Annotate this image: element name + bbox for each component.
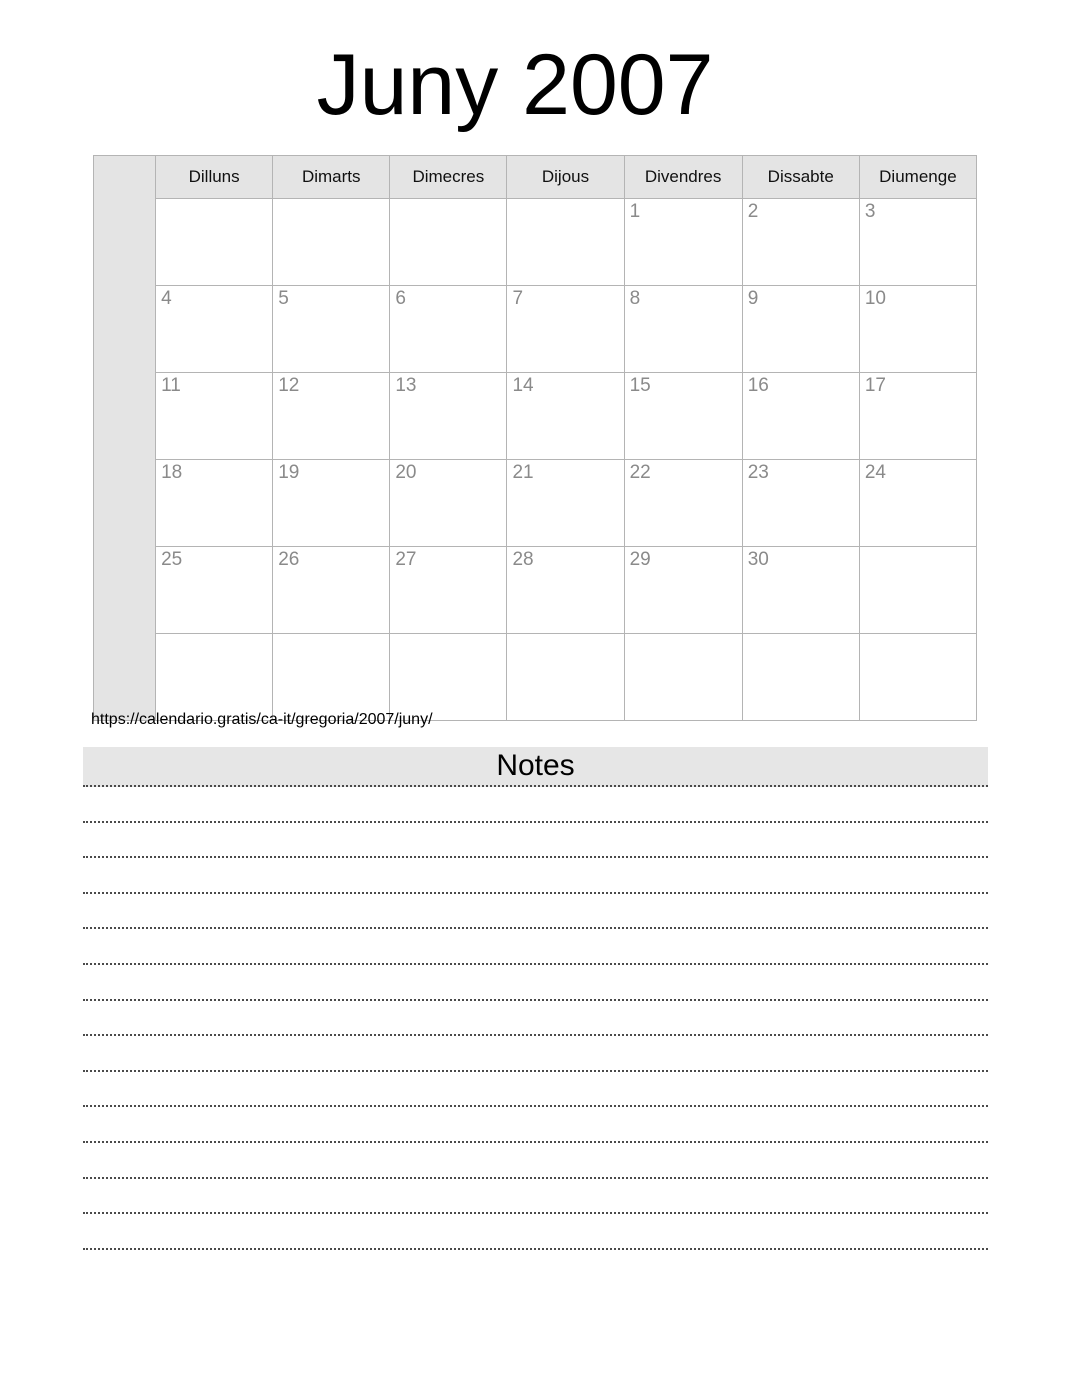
day-cell: 1 [624, 199, 742, 286]
calendar-table [93, 155, 977, 721]
day-cell: 20 [390, 460, 507, 547]
notes-section [83, 747, 988, 1250]
day-cell [507, 199, 624, 286]
day-cell: 9 [742, 286, 859, 373]
day-cell: 4 [156, 286, 273, 373]
day-cell: 12 [273, 373, 390, 460]
day-cell: 19 [273, 460, 390, 547]
weekday-header-wednesday: Dimecres [390, 156, 507, 199]
day-cell [156, 634, 273, 721]
source-url: https://calendario.gratis/ca-it/gregoria/2007/juny/ [91, 711, 433, 728]
day-cell: 6 [390, 286, 507, 373]
note-line [83, 1214, 988, 1250]
note-line [83, 1036, 988, 1072]
day-cell [156, 199, 273, 286]
day-cell: 18 [156, 460, 273, 547]
day-cell: 2 [742, 199, 859, 286]
day-cell: 5 [273, 286, 390, 373]
day-cell: 25 [156, 547, 273, 634]
day-cell: 23 [742, 460, 859, 547]
day-cell: 28 [507, 547, 624, 634]
day-cell: 15 [624, 373, 742, 460]
note-line [83, 894, 988, 930]
day-cell: 26 [273, 547, 390, 634]
day-cell [507, 634, 624, 721]
day-cell: 14 [507, 373, 624, 460]
note-line [83, 1072, 988, 1108]
notes-title: Notes [496, 749, 575, 782]
note-line [83, 965, 988, 1001]
week-row [94, 460, 977, 547]
note-line [83, 929, 988, 965]
day-cell: 16 [742, 373, 859, 460]
day-cell: 10 [859, 286, 976, 373]
notes-header [83, 747, 988, 787]
week-row [94, 286, 977, 373]
day-cell: 22 [624, 460, 742, 547]
day-cell: 11 [156, 373, 273, 460]
day-cell [742, 634, 859, 721]
day-cell: 8 [624, 286, 742, 373]
note-line [83, 1001, 988, 1037]
day-cell [273, 634, 390, 721]
day-cell: 3 [859, 199, 976, 286]
day-cell: 7 [507, 286, 624, 373]
note-line [83, 858, 988, 894]
note-line [83, 823, 988, 859]
day-cell [624, 634, 742, 721]
weekday-header-thursday: Dijous [507, 156, 624, 199]
day-cell [859, 634, 976, 721]
week-row [94, 547, 977, 634]
day-cell: 13 [390, 373, 507, 460]
week-row [94, 634, 977, 721]
day-cell [273, 199, 390, 286]
weekday-header-row [94, 156, 977, 199]
note-line [83, 1107, 988, 1143]
weekday-header-tuesday: Dimarts [273, 156, 390, 199]
week-number-gutter [94, 156, 156, 721]
weekday-header-saturday: Dissabte [742, 156, 859, 199]
weekday-header-friday: Divendres [624, 156, 742, 199]
week-row [94, 199, 977, 286]
day-cell: 30 [742, 547, 859, 634]
week-row [94, 373, 977, 460]
note-line [83, 1179, 988, 1215]
day-cell: 29 [624, 547, 742, 634]
note-line [83, 787, 988, 823]
weekday-header-monday: Dilluns [156, 156, 273, 199]
day-cell [390, 199, 507, 286]
note-line [83, 1143, 988, 1179]
calendar [93, 155, 977, 721]
weekday-header-sunday: Diumenge [859, 156, 976, 199]
day-cell: 24 [859, 460, 976, 547]
day-cell: 21 [507, 460, 624, 547]
day-cell [859, 547, 976, 634]
day-cell: 17 [859, 373, 976, 460]
day-cell [390, 634, 507, 721]
page-title: Juny 2007 [316, 37, 714, 133]
day-cell: 27 [390, 547, 507, 634]
notes-lines [83, 787, 988, 1250]
